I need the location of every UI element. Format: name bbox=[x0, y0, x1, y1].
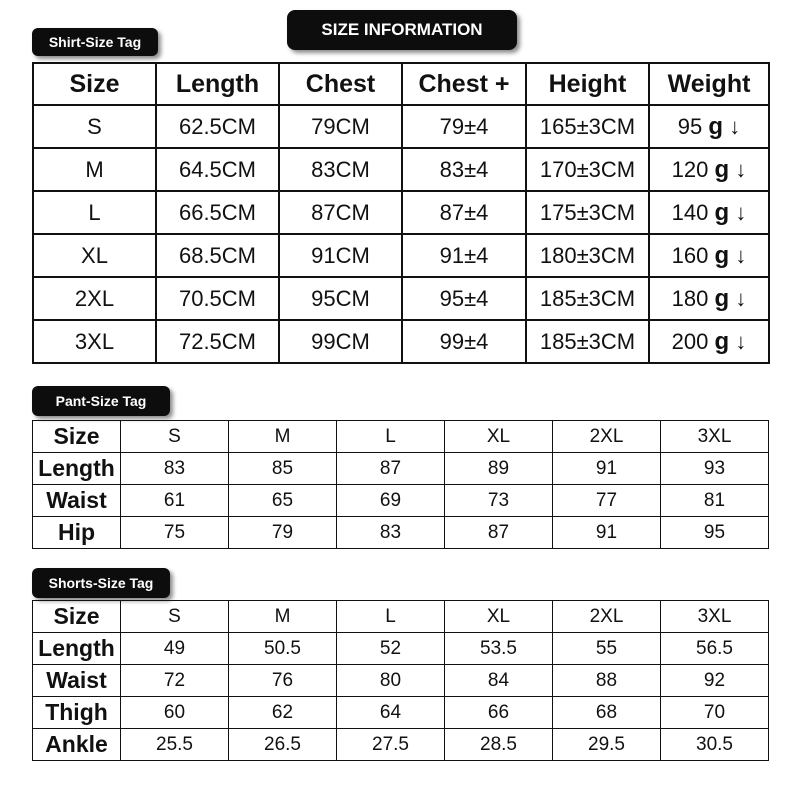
shorts-row-label: Size bbox=[33, 601, 121, 633]
shirt-header-row bbox=[33, 63, 769, 105]
shorts-cell: 84 bbox=[445, 665, 553, 697]
pant-row-label: Size bbox=[33, 421, 121, 453]
shirt-cell-size: 3XL bbox=[33, 320, 156, 363]
down-arrow-icon: ↓ bbox=[735, 199, 747, 225]
shirt-cell-weight bbox=[649, 105, 769, 148]
shirt-cell-length: 62.5CM bbox=[156, 105, 279, 148]
shirt-cell-height: 175±3CM bbox=[526, 191, 649, 234]
pant-cell: 69 bbox=[337, 485, 445, 517]
shorts-cell: 30.5 bbox=[661, 729, 769, 761]
pant-cell: 87 bbox=[337, 453, 445, 485]
shirt-cell-height: 180±3CM bbox=[526, 234, 649, 277]
pant-cell: L bbox=[337, 421, 445, 453]
pant-row-label: Waist bbox=[33, 485, 121, 517]
header-chest: Chest bbox=[279, 63, 402, 105]
shorts-row-label: Ankle bbox=[33, 729, 121, 761]
shirt-cell-weight bbox=[649, 148, 769, 191]
shirt-cell-chest: 95CM bbox=[279, 277, 402, 320]
pant-row bbox=[33, 517, 769, 549]
shirt-cell-height: 185±3CM bbox=[526, 277, 649, 320]
shirt-cell-weight bbox=[649, 320, 769, 363]
shorts-cell: 55 bbox=[553, 633, 661, 665]
pant-cell: 89 bbox=[445, 453, 553, 485]
pant-cell: S bbox=[121, 421, 229, 453]
shirt-cell-chest-plus: 95±4 bbox=[402, 277, 526, 320]
down-arrow-icon: ↓ bbox=[729, 113, 741, 139]
shorts-cell: 88 bbox=[553, 665, 661, 697]
down-arrow-icon: ↓ bbox=[735, 285, 747, 311]
down-arrow-icon: ↓ bbox=[735, 156, 747, 182]
shorts-cell: 53.5 bbox=[445, 633, 553, 665]
pant-cell: M bbox=[229, 421, 337, 453]
pant-cell: 83 bbox=[121, 453, 229, 485]
weight-unit: g bbox=[708, 112, 724, 140]
shirt-cell-chest: 87CM bbox=[279, 191, 402, 234]
shorts-cell: 29.5 bbox=[553, 729, 661, 761]
shorts-cell: M bbox=[229, 601, 337, 633]
shirt-cell-length: 70.5CM bbox=[156, 277, 279, 320]
table-row bbox=[33, 191, 769, 234]
shorts-cell: XL bbox=[445, 601, 553, 633]
shirt-table-body bbox=[33, 105, 769, 363]
header-chest-plus: Chest + bbox=[402, 63, 526, 105]
shorts-row bbox=[33, 633, 769, 665]
pant-table-body bbox=[33, 421, 769, 549]
header-length: Length bbox=[156, 63, 279, 105]
weight-value: 95 bbox=[677, 113, 703, 139]
table-row bbox=[33, 148, 769, 191]
shirt-cell-chest: 83CM bbox=[279, 148, 402, 191]
shirt-cell-chest-plus: 99±4 bbox=[402, 320, 526, 363]
shirt-cell-chest-plus: 79±4 bbox=[402, 105, 526, 148]
weight-value: 180 bbox=[671, 285, 709, 311]
shirt-cell-chest: 79CM bbox=[279, 105, 402, 148]
pant-cell: 95 bbox=[661, 517, 769, 549]
shorts-cell: 52 bbox=[337, 633, 445, 665]
shirt-size-table bbox=[32, 62, 770, 364]
pant-cell: 91 bbox=[553, 453, 661, 485]
shorts-cell: 3XL bbox=[661, 601, 769, 633]
shorts-row-label: Waist bbox=[33, 665, 121, 697]
weight-unit: g bbox=[714, 155, 730, 183]
shirt-cell-chest: 91CM bbox=[279, 234, 402, 277]
shirt-cell-length: 68.5CM bbox=[156, 234, 279, 277]
shorts-row bbox=[33, 665, 769, 697]
shorts-size-tag: Shorts-Size Tag bbox=[32, 568, 170, 598]
shirt-cell-chest-plus: 83±4 bbox=[402, 148, 526, 191]
weight-value: 140 bbox=[671, 199, 709, 225]
shorts-cell: 72 bbox=[121, 665, 229, 697]
shorts-cell: L bbox=[337, 601, 445, 633]
pant-row bbox=[33, 421, 769, 453]
shorts-cell: 26.5 bbox=[229, 729, 337, 761]
shorts-cell: 25.5 bbox=[121, 729, 229, 761]
shirt-cell-size: S bbox=[33, 105, 156, 148]
shorts-cell: 2XL bbox=[553, 601, 661, 633]
shorts-table-body bbox=[33, 601, 769, 761]
shorts-cell: 28.5 bbox=[445, 729, 553, 761]
weight-unit: g bbox=[714, 327, 730, 355]
table-row bbox=[33, 320, 769, 363]
weight-value: 200 bbox=[671, 328, 709, 354]
shirt-cell-height: 170±3CM bbox=[526, 148, 649, 191]
shirt-cell-chest-plus: 91±4 bbox=[402, 234, 526, 277]
shorts-cell: 68 bbox=[553, 697, 661, 729]
pant-row-label: Hip bbox=[33, 517, 121, 549]
down-arrow-icon: ↓ bbox=[735, 242, 747, 268]
pant-cell: 85 bbox=[229, 453, 337, 485]
shirt-cell-length: 72.5CM bbox=[156, 320, 279, 363]
shorts-cell: 50.5 bbox=[229, 633, 337, 665]
shirt-cell-size: 2XL bbox=[33, 277, 156, 320]
pant-size-tag: Pant-Size Tag bbox=[32, 386, 170, 416]
weight-value: 160 bbox=[671, 242, 709, 268]
pant-cell: 87 bbox=[445, 517, 553, 549]
shorts-cell: 49 bbox=[121, 633, 229, 665]
shirt-cell-length: 64.5CM bbox=[156, 148, 279, 191]
shorts-row-label: Thigh bbox=[33, 697, 121, 729]
shirt-cell-height: 185±3CM bbox=[526, 320, 649, 363]
pant-cell: XL bbox=[445, 421, 553, 453]
shirt-cell-weight bbox=[649, 234, 769, 277]
pant-cell: 2XL bbox=[553, 421, 661, 453]
shorts-cell: S bbox=[121, 601, 229, 633]
table-row bbox=[33, 277, 769, 320]
pant-cell: 75 bbox=[121, 517, 229, 549]
shorts-cell: 92 bbox=[661, 665, 769, 697]
shorts-row-label: Length bbox=[33, 633, 121, 665]
weight-value: 120 bbox=[671, 156, 709, 182]
pant-size-table bbox=[32, 420, 769, 549]
weight-unit: g bbox=[714, 198, 730, 226]
pant-cell: 91 bbox=[553, 517, 661, 549]
shorts-cell: 62 bbox=[229, 697, 337, 729]
shirt-cell-size: XL bbox=[33, 234, 156, 277]
shirt-cell-height: 165±3CM bbox=[526, 105, 649, 148]
pant-cell: 79 bbox=[229, 517, 337, 549]
shorts-cell: 70 bbox=[661, 697, 769, 729]
pant-row bbox=[33, 453, 769, 485]
shirt-cell-size: L bbox=[33, 191, 156, 234]
header-weight: Weight bbox=[649, 63, 769, 105]
shorts-cell: 27.5 bbox=[337, 729, 445, 761]
shorts-row bbox=[33, 601, 769, 633]
down-arrow-icon: ↓ bbox=[735, 328, 747, 354]
shirt-cell-weight bbox=[649, 277, 769, 320]
shorts-size-table bbox=[32, 600, 769, 761]
shorts-cell: 66 bbox=[445, 697, 553, 729]
pant-cell: 93 bbox=[661, 453, 769, 485]
shirt-size-tag: Shirt-Size Tag bbox=[32, 28, 158, 56]
pant-cell: 83 bbox=[337, 517, 445, 549]
shirt-cell-chest: 99CM bbox=[279, 320, 402, 363]
shorts-cell: 80 bbox=[337, 665, 445, 697]
pant-cell: 77 bbox=[553, 485, 661, 517]
table-row bbox=[33, 234, 769, 277]
shorts-cell: 64 bbox=[337, 697, 445, 729]
weight-unit: g bbox=[714, 284, 730, 312]
shorts-cell: 60 bbox=[121, 697, 229, 729]
pant-cell: 3XL bbox=[661, 421, 769, 453]
shirt-cell-weight bbox=[649, 191, 769, 234]
shirt-cell-length: 66.5CM bbox=[156, 191, 279, 234]
pant-row bbox=[33, 485, 769, 517]
pant-cell: 65 bbox=[229, 485, 337, 517]
weight-unit: g bbox=[714, 241, 730, 269]
pant-row-label: Length bbox=[33, 453, 121, 485]
shorts-cell: 76 bbox=[229, 665, 337, 697]
table-row bbox=[33, 105, 769, 148]
size-information-title: SIZE INFORMATION bbox=[287, 10, 517, 50]
pant-cell: 73 bbox=[445, 485, 553, 517]
shorts-cell: 56.5 bbox=[661, 633, 769, 665]
header-size: Size bbox=[33, 63, 156, 105]
shorts-row bbox=[33, 697, 769, 729]
shirt-cell-chest-plus: 87±4 bbox=[402, 191, 526, 234]
pant-cell: 61 bbox=[121, 485, 229, 517]
pant-cell: 81 bbox=[661, 485, 769, 517]
shorts-row bbox=[33, 729, 769, 761]
header-height: Height bbox=[526, 63, 649, 105]
shirt-cell-size: M bbox=[33, 148, 156, 191]
